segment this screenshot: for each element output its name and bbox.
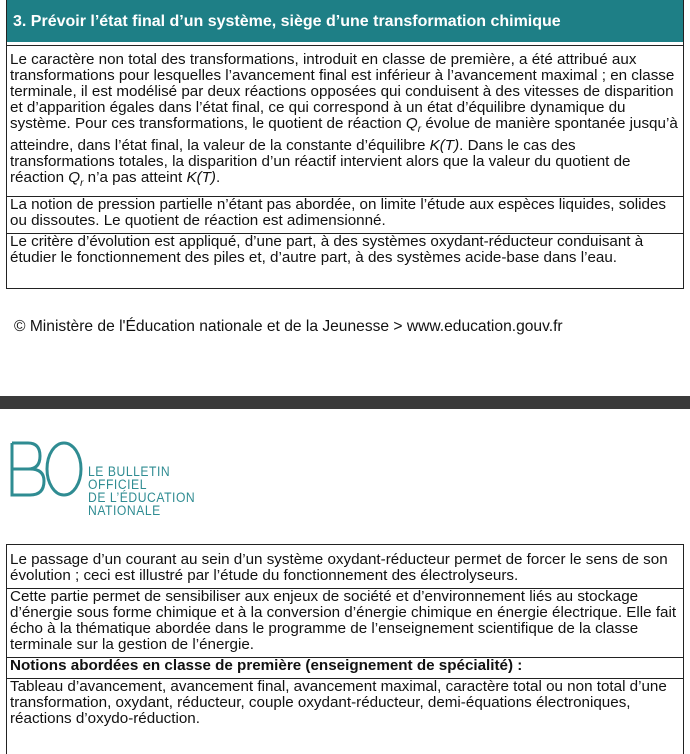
constant-symbol: K(T): [186, 169, 216, 187]
text-segment: .: [215, 169, 221, 187]
logo-line: NATIONALE: [88, 503, 161, 518]
paragraph-evolution-criterion: Le critère d’évolution est appliqué, d’une part, à des systèmes oxydant-réducteur conduisant à étudier le fonctionnement des piles et, d’autre part, à des systèmes acide-base dans l’eau.: [7, 233, 683, 266]
paragraph-partial-pressure: La notion de pression partielle n’étant pas abordée, on limite l’étude aux espèces liquides, solides ou dissoutes. Le quotient de réaction est adimensionné.: [7, 196, 683, 229]
bo-logo-icon: [8, 435, 88, 505]
logo-line: LE BULLETIN: [88, 464, 171, 479]
logo-wordmark: [88, 465, 207, 517]
notions-list: Tableau d’avancement, avancement final, avancement maximal, caractère total ou non total d’une transformation, oxydant, réducteur, couple oxydant-réducteur, demi-équations électroniques, réactions d’oxydo-réduction.: [7, 678, 683, 727]
text-segment: évolue de manière spontanée jusqu’à atteindre, dans l’état final, la valeur de la constante d’équilibre: [10, 115, 678, 155]
quotient-symbol: $Q_r$: [68, 169, 84, 190]
paragraph-energy-storage: Cette partie permet de sensibiliser aux enjeux de société et d’environnement liés au stockage d’énergie sous forme chimique et à la conversion d’énergie chimique en énergie électrique. Elle fait écho à la thématique abordée dans le programme de l’enseignement scientifique de la classe terminale sur la gestion de l’énergie.: [7, 588, 683, 653]
text-segment: . Dans le cas des transformations totales, la disparition d’un réactif intervient alors que la valeur du quotient de réaction: [10, 137, 631, 187]
document-page-2: [0, 409, 690, 754]
quotient-symbol: $Q_r$: [405, 115, 422, 136]
section-title: 3. Prévoir l’état final d’un système, siège d’une transformation chimique: [7, 0, 683, 42]
text-segment: Le caractère non total des transformations, introduit en classe de première, a été attribué aux transformations pour lesquelles l’avancement final est inférieur à l’avancement maximal ; en classe terminale, il est modélisé par deux réactions opposées qui conduisent à des vitesses de disparition et d’apparition égales dans l’état final, ce qui correspond à un état d’équilibre dynamique du système. Pour ces transformations, le quotient de réaction: [10, 51, 675, 132]
logo-line: OFFICIEL: [88, 477, 148, 492]
constant-symbol: K(T): [429, 137, 460, 155]
logo-line: DE L’ÉDUCATION: [88, 490, 196, 505]
copyright-notice: © Ministère de l'Éducation nationale et de la Jeunesse > www.education.gouv.fr: [14, 318, 563, 335]
bulletin-officiel-logo: [8, 435, 208, 518]
page-divider: [0, 396, 690, 409]
paragraph-electrolysis: Le passage d’un courant au sein d’un système oxydant-réducteur permet de forcer le sens de son évolution ; ceci est illustré par l’étude du fonctionnement des électrolyseurs.: [10, 551, 668, 584]
section-electrolysis-box: [6, 544, 684, 754]
section-3-box: [6, 0, 684, 289]
text-segment: n’a pas atteint: [83, 169, 187, 187]
notions-heading: Notions abordées en classe de première (enseignement de spécialité) :: [7, 657, 683, 674]
paragraph-equilibrium: [7, 45, 683, 192]
